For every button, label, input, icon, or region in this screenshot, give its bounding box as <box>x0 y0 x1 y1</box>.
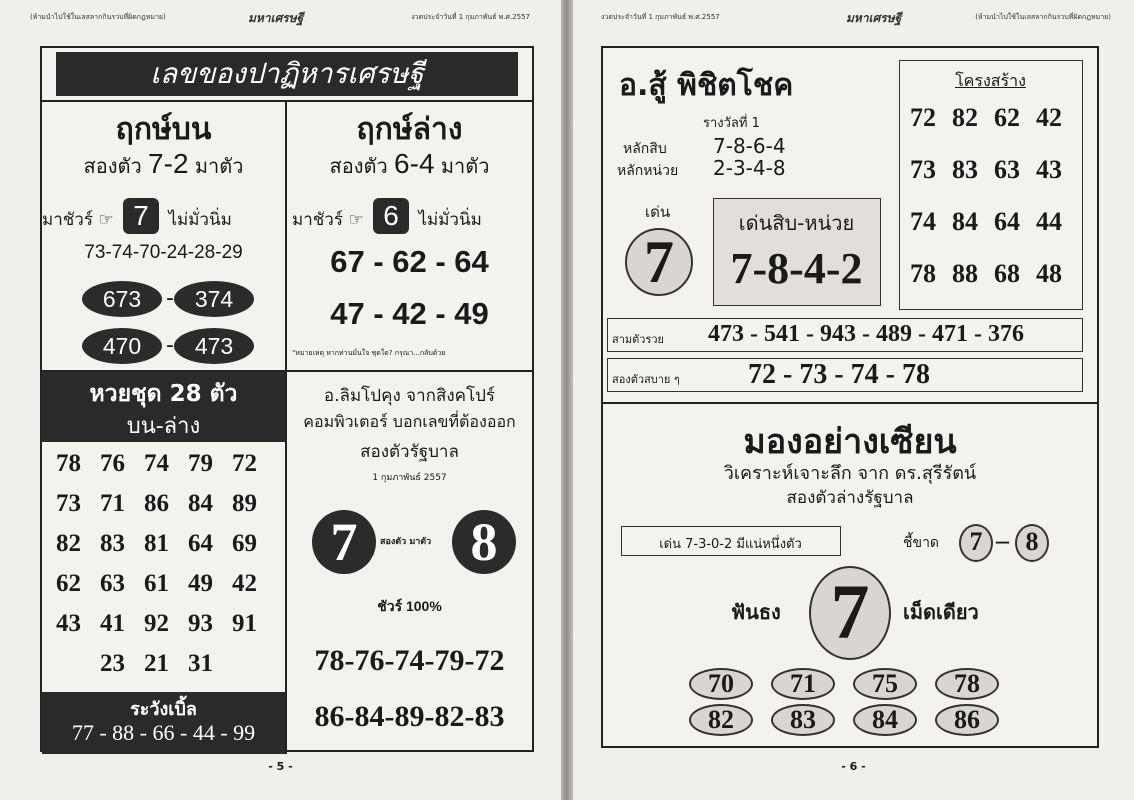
bottom-lucky-title: ฤกษ์ล่าง <box>356 112 463 147</box>
set28-number: 41 <box>100 610 125 637</box>
warn-box <box>42 692 285 754</box>
tens-value: 7-8-6-4 <box>713 134 786 158</box>
set28-number: 23 <box>100 650 125 677</box>
set28-number: 76 <box>100 450 125 477</box>
bottom-line-1: 67 - 62 - 64 <box>330 244 489 279</box>
sg-date: 1 กุมภาพันธ์ 2557 <box>372 473 447 483</box>
brand-logo: มหาเศรษฐี <box>248 11 304 25</box>
asian-subtitle-1: วิเคราะห์เจาะลึก จาก ดร.สุรีรัตน์ <box>723 463 977 484</box>
set28-number: 83 <box>100 530 125 557</box>
set28-number: 79 <box>188 450 213 477</box>
bottom-pair-line <box>287 148 532 182</box>
sg-set-2: 86-84-89-82-83 <box>314 700 505 733</box>
top-lucky-title: ฤกษ์บน <box>115 112 212 147</box>
set28-number: 61 <box>144 570 169 597</box>
structure-number: 82 <box>952 103 978 132</box>
sg-line-2: คอมพิวเตอร์ บอกเลขที่ต้องออก <box>303 412 516 431</box>
lead-pair-box <box>713 198 881 306</box>
sg-sure: ชัวร์ 100% <box>377 598 442 614</box>
page-header <box>30 12 530 28</box>
set28-number: 73 <box>56 490 81 517</box>
left-frame <box>40 46 534 752</box>
structure-number: 42 <box>1036 103 1062 132</box>
oval-number: 83 <box>771 704 835 736</box>
pair-label: สองตัว <box>83 154 142 178</box>
structure-number: 48 <box>1036 259 1062 288</box>
structure-number: 63 <box>994 155 1020 184</box>
top-pair-line <box>42 148 285 182</box>
decide-digit: 7 <box>959 524 993 562</box>
tens-label: หลักสิบ <box>623 141 667 157</box>
hint-text: เด่น 7-3-0-2 มีแน่หนึ่งตัว <box>659 537 802 552</box>
set28-number: 86 <box>144 490 169 517</box>
oval-number: 84 <box>853 704 917 736</box>
set28-number: 82 <box>56 530 81 557</box>
structure-number: 64 <box>994 207 1020 236</box>
two-digit-box <box>607 358 1083 392</box>
structure-number: 68 <box>994 259 1020 288</box>
page-number: - 5 - <box>268 760 293 773</box>
set28-subtitle: บน-ล่าง <box>126 414 201 439</box>
top-sure-line <box>42 198 232 234</box>
set28-number: 93 <box>188 610 213 637</box>
oval-number: 470 <box>82 328 162 364</box>
book-gutter <box>561 0 573 800</box>
divider <box>603 402 1097 404</box>
set28-number: 31 <box>188 650 213 677</box>
header-disclaimer: (ห้ามนำไปใช้ในเลสลากกินรวบที่ผิดกฎหมาย) <box>30 13 166 21</box>
sure-suffix: ไม่มั่วนิ่ม <box>418 210 482 230</box>
structure-number: 83 <box>952 155 978 184</box>
set28-number: 64 <box>188 530 213 557</box>
set28-title: หวยชุด 28 ตัว <box>89 381 238 407</box>
pair-suffix: มาตัว <box>440 154 490 178</box>
lead-label: เด่น <box>645 203 671 221</box>
structure-number: 62 <box>994 103 1020 132</box>
pair-label: สองตัว <box>329 154 388 178</box>
bottom-line-2: 47 - 42 - 49 <box>330 296 489 331</box>
lead-pair-value: 7-8-4-2 <box>730 244 863 293</box>
sure-label: มาชัวร์ ☞ <box>42 210 114 230</box>
set28-number: 78 <box>56 450 81 477</box>
header-date: งวดประจำวันที่ 1 กุมภาพันธ์ พ.ศ.2557 <box>601 13 720 21</box>
set28-number: 81 <box>144 530 169 557</box>
asian-subtitle-2: สองตัวล่างรัฐบาล <box>786 488 914 508</box>
structure-number: 74 <box>910 207 936 236</box>
units-label: หลักหน่วย <box>617 163 679 179</box>
page-header <box>601 12 1111 28</box>
pair-suffix: มาตัว <box>194 154 244 178</box>
oval-number: 86 <box>935 704 999 736</box>
decide-dash: – <box>996 526 1009 555</box>
sg-set-1: 78-76-74-79-72 <box>314 644 505 677</box>
asian-title: มองอย่างเซียน <box>743 422 957 462</box>
right-page <box>573 0 1134 800</box>
prize-label: รางวัลที่ 1 <box>703 116 760 131</box>
set28-number: 91 <box>232 610 257 637</box>
structure-number: 88 <box>952 259 978 288</box>
set28-number: 71 <box>100 490 125 517</box>
three-value: 473 - 541 - 943 - 489 - 471 - 376 <box>708 321 1024 347</box>
lead-digit-circle: 7 <box>625 228 693 296</box>
sg-big-digit: 7 <box>312 510 376 574</box>
structure-box <box>899 60 1083 310</box>
oval-number: 78 <box>935 668 999 700</box>
structure-number: 84 <box>952 207 978 236</box>
structure-number: 44 <box>1036 207 1062 236</box>
note-text: "หมายเหตุ หากท่านมั่นใจ ชุดใด? กรุณา...กลับด้วย <box>292 349 446 357</box>
sg-big-digit: 8 <box>452 510 516 574</box>
single-label: เม็ดเดียว <box>903 600 979 624</box>
dash: - <box>166 333 174 358</box>
right-frame <box>601 46 1099 748</box>
fan-label: ฟันธง <box>731 600 781 624</box>
two-value: 72 - 73 - 74 - 78 <box>748 359 930 390</box>
structure-number: 73 <box>910 155 936 184</box>
sure-digit-box: 7 <box>123 198 159 234</box>
sure-label: มาชัวร์ ☞ <box>292 210 364 230</box>
sg-line-3: สองตัวรัฐบาล <box>360 442 459 462</box>
sure-digit-box: 6 <box>373 198 409 234</box>
units-value: 2-3-4-8 <box>713 156 786 180</box>
warn-title: ระวังเบิ้ล <box>130 699 197 719</box>
brand-logo: มหาเศรษฐี <box>846 11 902 25</box>
dash: - <box>166 286 174 311</box>
set28-number: 63 <box>100 570 125 597</box>
oval-number: 374 <box>174 281 254 317</box>
structure-number: 43 <box>1036 155 1062 184</box>
structure-number: 72 <box>910 103 936 132</box>
set28-number: 89 <box>232 490 257 517</box>
hint-box <box>621 526 841 556</box>
set28-number: 84 <box>188 490 213 517</box>
oval-number: 75 <box>853 668 917 700</box>
decide-digit: 8 <box>1015 524 1049 562</box>
two-label: สองตัวสบาย ๆ <box>612 373 680 386</box>
oval-number: 70 <box>689 668 753 700</box>
set28-number: 21 <box>144 650 169 677</box>
divider <box>42 100 532 102</box>
fan-digit-circle: 7 <box>809 566 891 660</box>
set28-number: 92 <box>144 610 169 637</box>
structure-number: 78 <box>910 259 936 288</box>
sg-line-1: อ.ลิมโปคุง จากสิงคโปร์ <box>323 386 496 406</box>
set28-header <box>42 372 285 442</box>
pair-value: 6-4 <box>394 148 435 179</box>
lead-pair-label: เด่นสิบ-หน่วย <box>738 211 855 235</box>
sure-suffix: ไม่มั่วนิ่ม <box>168 210 232 230</box>
decide-label: ชี้ขาด <box>903 535 940 551</box>
three-digit-box <box>607 318 1083 352</box>
left-page <box>0 0 561 800</box>
set28-number: 69 <box>232 530 257 557</box>
three-label: สามตัวรวย <box>612 333 664 346</box>
structure-title: โครงสร้าง <box>955 71 1026 90</box>
oval-number: 71 <box>771 668 835 700</box>
set28-number: 49 <box>188 570 213 597</box>
header-date: งวดประจำวันที่ 1 กุมภาพันธ์ พ.ศ.2557 <box>411 13 530 21</box>
oval-number: 473 <box>174 328 254 364</box>
banner-title: เลขของปาฏิหารเศรษฐี <box>56 52 518 96</box>
set28-number: 62 <box>56 570 81 597</box>
oval-number: 82 <box>689 704 753 736</box>
set28-number: 74 <box>144 450 169 477</box>
pair-value: 7-2 <box>148 148 189 179</box>
master-name: อ.สู้ พิชิตโชค <box>619 68 794 103</box>
warn-numbers: 77 - 88 - 66 - 44 - 99 <box>71 720 256 745</box>
set28-number: 43 <box>56 610 81 637</box>
set28-number: 72 <box>232 450 257 477</box>
bottom-sure-line <box>292 198 482 234</box>
page-number: - 6 - <box>841 760 866 773</box>
set28-number: 42 <box>232 570 257 597</box>
sg-mid-label: สองตัว มาตัว <box>380 537 432 547</box>
oval-number: 673 <box>82 281 162 317</box>
header-disclaimer: (ห้ามนำไปใช้ในเลสลากกินรวบที่ผิดกฎหมาย) <box>975 13 1111 21</box>
top-series: 73-74-70-24-28-29 <box>84 242 243 263</box>
